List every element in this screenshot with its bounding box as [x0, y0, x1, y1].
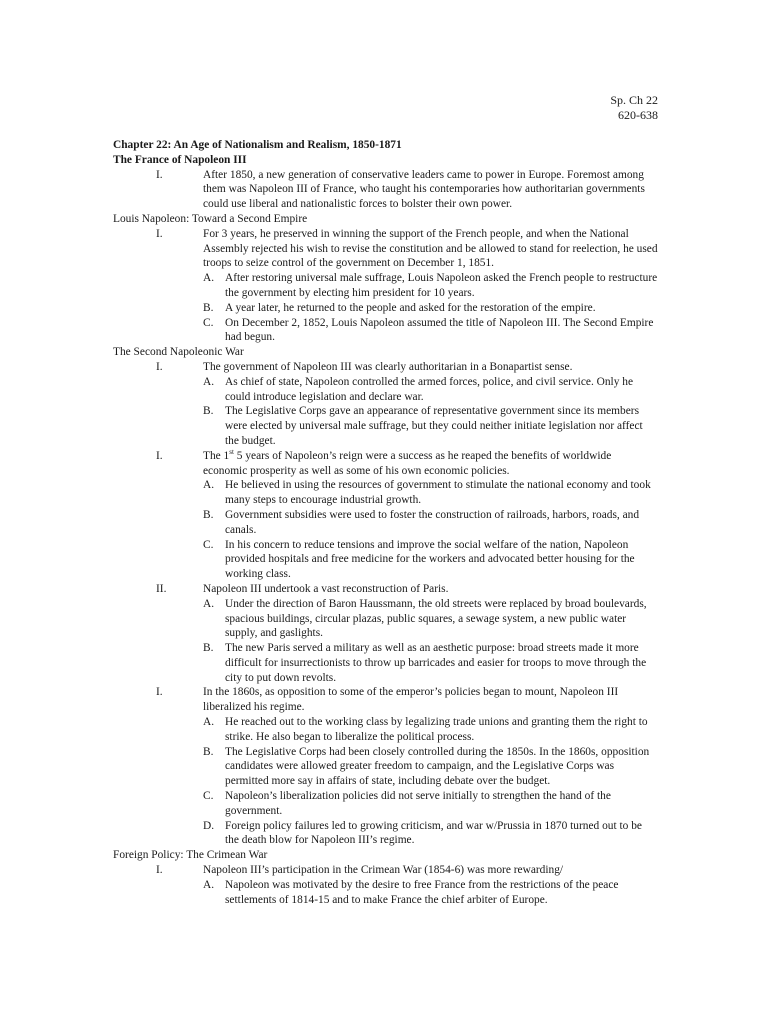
outline-subitem [113, 819, 658, 849]
section-heading: Louis Napoleon: Toward a Second Empire [113, 212, 308, 225]
outline-text: After 1850, a new generation of conservative leaders came to power in Europe. Foremost among them was Napoleon III of France, who taught his contemporaries how authoritarian governments could use liberal and nationalistic forces to bolster their own power. [203, 168, 645, 211]
section-title: The France of Napoleon III [113, 153, 247, 166]
outline-text: The Legislative Corps gave an appearance of representative government since its members were elected by universal male suffrage, but they could neither initiate legislation nor affect the budget. [225, 405, 643, 447]
section-heading: The Second Napoleonic War [113, 346, 244, 359]
outline-marker: II. [156, 582, 167, 595]
document-body [113, 138, 658, 907]
outline-text: 5 years of Napoleon’s reign were a success as he reaped the benefits of worldwide economic prosperity as well as some of his own economic policies. [203, 449, 612, 477]
outline-marker: D. [203, 819, 215, 832]
outline-subitem [113, 597, 658, 641]
ordinal-suffix: st [229, 447, 234, 456]
course-reference: Sp. Ch 22 [610, 93, 658, 107]
outline-text: Napoleon III undertook a vast reconstruction of Paris. [203, 582, 449, 595]
outline-marker: A. [203, 479, 215, 492]
outline-marker: B. [203, 405, 214, 418]
outline-text: As chief of state, Napoleon controlled the armed forces, police, and civil service. Only he could introduce legislation and declare war. [225, 375, 634, 403]
outline-marker: B. [203, 745, 214, 758]
outline-item [113, 360, 658, 375]
outline-marker: A. [203, 878, 215, 891]
outline-marker: I. [156, 227, 163, 240]
outline-text: Government subsidies were used to foster the construction of railroads, harbors, roads, and canals. [225, 508, 640, 536]
outline-text: The Legislative Corps had been closely controlled during the 1850s. In the 1860s, opposition candidates were allowed greater freedom to campaign, and the Legislative Corps was permitted more say in affairs of state, including debate over the budget. [225, 745, 650, 788]
outline-item [113, 168, 658, 212]
outline-marker: B. [203, 642, 214, 655]
section-heading: Foreign Policy: The Crimean War [113, 849, 268, 862]
outline-text: In his concern to reduce tensions and improve the social welfare of the nation, Napoleon provided hospitals and free medicine for the workers and advocated better housing for the working class. [225, 538, 635, 581]
outline-marker: B. [203, 301, 214, 314]
chapter-title: Chapter 22: An Age of Nationalism and Realism, 1850-1871 [113, 139, 402, 151]
outline-subitem [113, 745, 658, 789]
outline-subitem [113, 508, 658, 538]
outline-marker: I. [156, 449, 163, 462]
outline-subitem [113, 478, 658, 508]
outline-text: The new Paris served a military as well as an aesthetic purpose: broad streets made it more difficult for insurrectionists to throw up barricades and easier for troops to move through the city to put down revolts. [225, 642, 647, 684]
outline-text: On December 2, 1852, Louis Napoleon assumed the title of Napoleon III. The Second Empire had begun. [225, 316, 654, 344]
outline-item [113, 449, 658, 479]
outline-subitem [113, 789, 658, 819]
outline-text: The government of Napoleon III was clearly authoritarian in a Bonapartist sense. [203, 360, 573, 373]
outline-marker: B. [203, 508, 214, 521]
outline-subitem [113, 641, 658, 685]
outline-marker: C. [203, 538, 214, 551]
outline-text: He reached out to the working class by legalizing trade unions and granting them the right to strike. He also began to liberalize the political process. [225, 716, 648, 743]
outline-item [113, 582, 658, 597]
outline-text: Under the direction of Baron Haussmann, the old streets were replaced by broad boulevards, spacious buildings, circular plazas, public squares, a sewage system, a new public water supply, and gaslights. [225, 597, 647, 640]
outline-text: Napoleon III’s participation in the Crimean War (1854-6) was more rewarding/ [203, 864, 564, 877]
outline-text: Napoleon’s liberalization policies did not serve initially to strengthen the hand of the government. [225, 790, 611, 817]
outline-text: Napoleon was motivated by the desire to free France from the restrictions of the peace settlements of 1814-15 and to make France the chief arbiter of Europe. [225, 878, 619, 906]
outline-text: After restoring universal male suffrage, Louis Napoleon asked the French people to restructure the government by electing him president for 10 years. [225, 272, 658, 299]
outline-marker: I. [156, 168, 163, 181]
outline-subitem [113, 715, 658, 745]
outline-text: In the 1860s, as opposition to some of the emperor’s policies began to mount, Napoleon III liberalized his regime. [203, 686, 619, 714]
outline-marker: A. [203, 375, 215, 388]
outline-marker: A. [203, 272, 215, 285]
page-range: 620-638 [618, 108, 658, 122]
outline-text: Foreign policy failures led to growing criticism, and war w/Prussia in 1870 turned out to be the death blow for Napoleon III’s regime. [225, 819, 642, 847]
outline-text: For 3 years, he preserved in winning the support of the French people, and when the National Assembly rejected his wish to revise the constitution and be allowed to stand for reelection, he used troops to seize control of the government on December 1, 1851. [203, 227, 658, 270]
outline-subitem [113, 404, 658, 448]
outline-item [113, 685, 658, 715]
outline-item [113, 227, 658, 271]
outline-item [113, 863, 658, 878]
page-header [610, 93, 658, 123]
outline-subitem [113, 301, 658, 316]
outline-marker: I. [156, 864, 163, 877]
outline-marker: I. [156, 686, 163, 699]
outline-subitem [113, 375, 658, 405]
outline-marker: C. [203, 316, 214, 329]
outline-marker: C. [203, 790, 214, 803]
outline-subitem [113, 271, 658, 301]
outline-marker: A. [203, 716, 215, 729]
outline-marker: I. [156, 360, 163, 373]
outline-text-start: The 1 [203, 449, 230, 462]
outline-subitem [113, 316, 658, 346]
outline-marker: A. [203, 597, 215, 610]
outline-text: He believed in using the resources of government to stimulate the national economy and took many steps to encourage industrial growth. [225, 479, 651, 507]
outline-subitem [113, 878, 658, 908]
outline-text: A year later, he returned to the people and asked for the restoration of the empire. [225, 301, 596, 314]
outline-subitem [113, 538, 658, 582]
